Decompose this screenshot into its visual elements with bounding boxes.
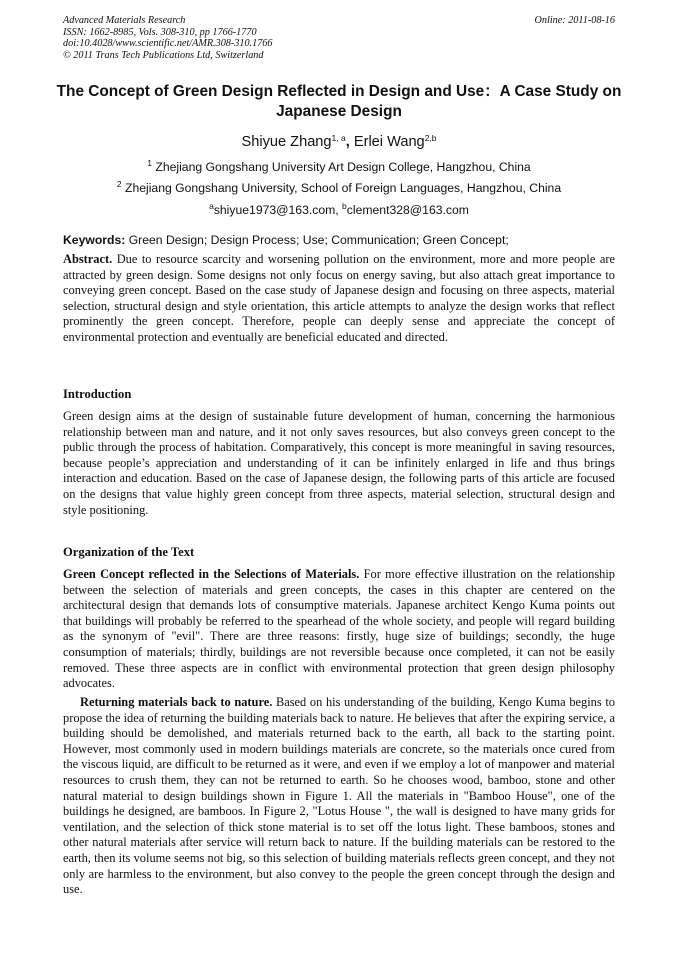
- affiliation-1-text: Zhejiang Gongshang University Art Design College, Hangzhou, China: [155, 160, 531, 174]
- abstract-text: Due to resource scarcity and worsening pollution on the environment, more and more people are attracted by green design. Some designs not only focus on energy saving, but also attach great importance to conveying green concept. Based on the case study of Japanese design and focusing on three aspects, material selection, structural design and style orientation, this article attempts to analyze the design works that reflect prominently the green concept. Therefore, people can deeply sense and appreciate the concept of environmental protection and eventually are beneficial educated and directed.: [63, 252, 615, 344]
- issn-line: ISSN: 1662-8985, Vols. 308-310, pp 1766-1770: [63, 26, 257, 38]
- paper-title: The Concept of Green Design Reflected in Design and Use：A Case Study on Japanese Design: [56, 83, 622, 120]
- materials-selection-text: For more effective illustration on the relationship between the selection of materials and green concepts, the cases in this chapter are centered on the architectural design that demands lots of consumptive materials. Japanese architect Kengo Kuma points out that buildings will probably be referred to the spearhead of the whole society, and people will regard building as the synonym of "evil". There are three reasons: firstly, huge size of buildings; secondly, the huge consumption of materials; thirdly, buildings are not reversible because once completed, it can not be easily removed. These three aspects are in conflict with environmental protection that green design philosophy advocates.: [63, 567, 615, 691]
- materials-selection-label: Green Concept reflected in the Selections of Materials.: [63, 567, 360, 581]
- organization-paragraph-2: [63, 695, 615, 898]
- organization-heading: Organization of the Text: [63, 545, 195, 559]
- email-a-sup: a: [209, 201, 214, 211]
- abstract: [63, 252, 615, 346]
- introduction-heading: Introduction: [63, 387, 132, 401]
- introduction-text: Green design aims at the design of sustainable future development of human, concerning the harmonious relationship between man and nature, and it not only saves resources, but also conveys green concept to the public through the process of habitation. Comparatively, this concept is more meaningful in saving resources, because people’s appreciation and understanding of it can be infinitely enlarged in life and thus brings interaction and education. Based on the case of Japanese design, the following parts of this article are focused on the designs that value highly green concept from three aspects, material selection, structural design and style positioning.: [63, 409, 615, 517]
- doi-line: doi:10.4028/www.scientific.net/AMR.308-310.1766: [63, 38, 273, 50]
- affiliation-2-text: Zhejiang Gongshang University, School of Foreign Languages, Hangzhou, China: [125, 181, 562, 195]
- organization-paragraph-1: [63, 567, 615, 692]
- keywords-text: Green Design; Design Process; Use; Communication; Green Concept;: [125, 233, 509, 247]
- journal-header: [63, 15, 615, 61]
- affiliation-1-sup: 1: [147, 158, 152, 168]
- author-1-name: Shiyue Zhang: [241, 134, 332, 150]
- affiliation-2: [0, 181, 678, 196]
- email-b: clement328@163.com: [346, 203, 469, 217]
- online-date: Online: 2011-08-16: [534, 15, 615, 26]
- author-separator: ,: [345, 134, 354, 150]
- author-line: [0, 133, 678, 151]
- affiliation-1: [0, 160, 678, 175]
- returning-materials-text: Based on his understanding of the building, Kengo Kuma begins to propose the idea of returning the building materials back to nature. He believes that after the expiring service, a building should be demolished, and materials returned back to the earth, all back to the starting point. However, most commonly used in modern buildings materials are concrete, so the materials once cured from the viscous liquid, are difficult to be returned as it were, and even if we employ a lot of manpower and material resources to crush them, they can not be returned to earth. So he chooses wood, bamboo, stone and other natural material to design buildings shown in Figure 1. All the materials in "Bamboo House", one of the buildings he designed, are bamboos. In Figure 2, "Lotus House ", the wall is designed to have many grids for ventilation, and the selection of thick stone material is to set off the lotus light. These bamboos, stones and other natural materials after service will return back to nature. If the building materials can be restored to the earth, then its volume seems not big, so this selection of building materials reflects green concept, and they not only are harmless to the environment, but also convey to the people the green concept through the design and use.: [63, 695, 615, 897]
- journal-name: Advanced Materials Research: [63, 15, 186, 26]
- author-2-name: Erlei Wang: [353, 134, 425, 150]
- author-1-sup: 1, a: [331, 133, 346, 143]
- copyright-line: © 2011 Trans Tech Publications Ltd, Switzerland: [63, 49, 264, 61]
- keywords: [63, 233, 623, 248]
- email-a: shiyue1973@163.com,: [213, 203, 343, 217]
- returning-materials-label: Returning materials back to nature.: [80, 695, 273, 709]
- keywords-label: Keywords:: [63, 233, 126, 247]
- affiliation-2-sup: 2: [116, 179, 122, 189]
- abstract-label: Abstract.: [63, 252, 113, 266]
- email-line: [0, 203, 678, 218]
- email-b-sup: b: [342, 201, 347, 211]
- author-2-sup: 2,b: [424, 133, 437, 143]
